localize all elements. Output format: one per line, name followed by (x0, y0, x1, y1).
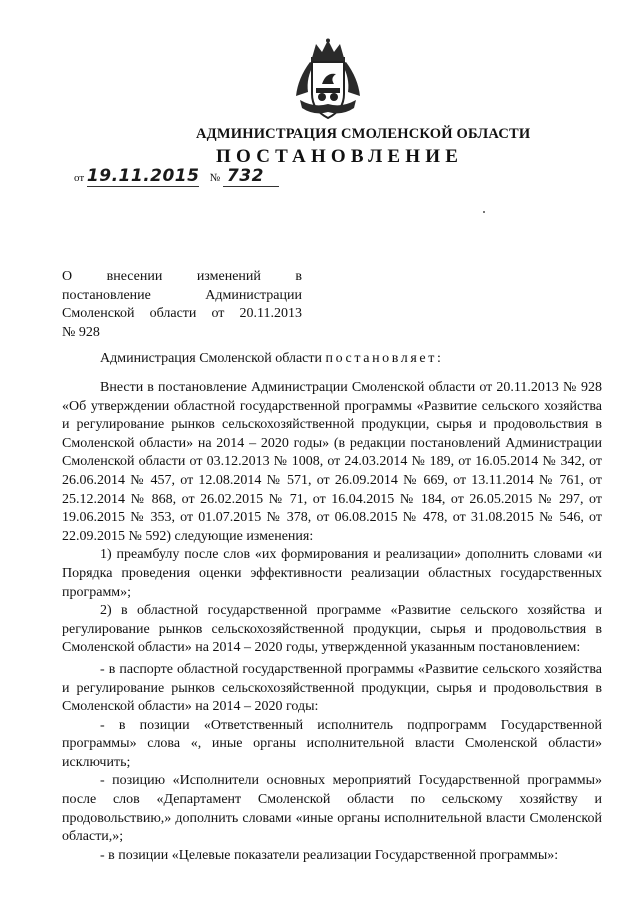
body-paragraph: - в позиции «Целевые показатели реализации Государственной программы»: (100, 847, 559, 863)
organization-name: АДМИНИСТРАЦИЯ СМОЛЕНСКОЙ ОБЛАСТИ (196, 126, 531, 142)
document-body (62, 379, 602, 865)
subject-line: О внесении изменений в (62, 269, 302, 284)
preamble-subject: Администрация Смоленской области (100, 351, 323, 366)
body-paragraph: Внести в постановление Администрации Смоленской области от 20.11.2013 № 928 «Об утверждении областной государственной программы «Развитие сельского хозяйства и регулирование рынков сельскохозяйственной продукции, сырья и продовольствия в Смоленской области» на 2014 – 2020 годы» (в редакции постановлений Администрации Смоленской области от 03.12.2013 № 1008, от 24.03.2014 № 189, от 16.05.2014 № 342, от 26.06.2014 № 457, от 12.08.2014 № 571, от 26.09.2014 № 669, от 13.11.2014 № 761, от 25.12.2014 № 868, от 26.02.2015 № 71, от 16.04.2015 № 184, от 26.05.2015 № 297, от 19.06.2015 № 353, от 01.07.2015 № 378, от 06.08.2015 № 478, от 31.08.2015 № 546, от 22.09.2015 № 592) следующие изменения: (62, 380, 602, 544)
date-label: от (74, 172, 85, 184)
subject-line: постановление Администрации (62, 287, 302, 303)
body-paragraph: 2) в областной государственной программе «Развитие сельского хозяйства и регулирование рынков сельскохозяйственной продукции, сырья и продовольствия в Смоленской области» на 2014 – 2020 годы, утвержденной указанным постановлением: (62, 603, 602, 656)
subject-line: № 928 (62, 324, 100, 340)
subject-line: Смоленской области от 20.11.2013 (62, 306, 302, 321)
preamble (62, 350, 602, 369)
scan-speck (483, 211, 485, 213)
document-date: 19.11.2015 (86, 166, 200, 186)
document-type-title: ПОСТАНОВЛЕНИЕ (216, 146, 464, 167)
body-paragraph: - в паспорте областной государственной программы «Развитие сельского хозяйства и регулирование рынков сельскохозяйственной продукции, сырья и продовольствия в Смоленской области» на 2014 – 2020 годы: (62, 661, 602, 715)
coat-of-arms-emblem (290, 38, 366, 124)
body-paragraph: - в позиции «Ответственный исполнитель подпрограмм Государственной программы» слова «, иные органы исполнительной власти Смоленской области» исключить; (62, 717, 602, 770)
body-paragraph: - позицию «Исполнители основных мероприятий Государственной программы» после слов «Департамент Смоленской области по сельскому хозяйству и продовольствию,» дополнить словами «иные органы исполнительной власти Смоленской области,»; (62, 773, 602, 845)
preamble-verb: постановляет: (325, 351, 444, 366)
date-number-line (74, 166, 279, 187)
body-paragraph: 1) преамбулу после слов «их формирования и реализации» дополнить словами «и Порядка проведения оценки эффективности реализации областных государственных программ»; (62, 547, 602, 600)
document-number: 732 (223, 166, 279, 187)
document-subject (62, 268, 302, 342)
number-label: № (209, 172, 221, 184)
